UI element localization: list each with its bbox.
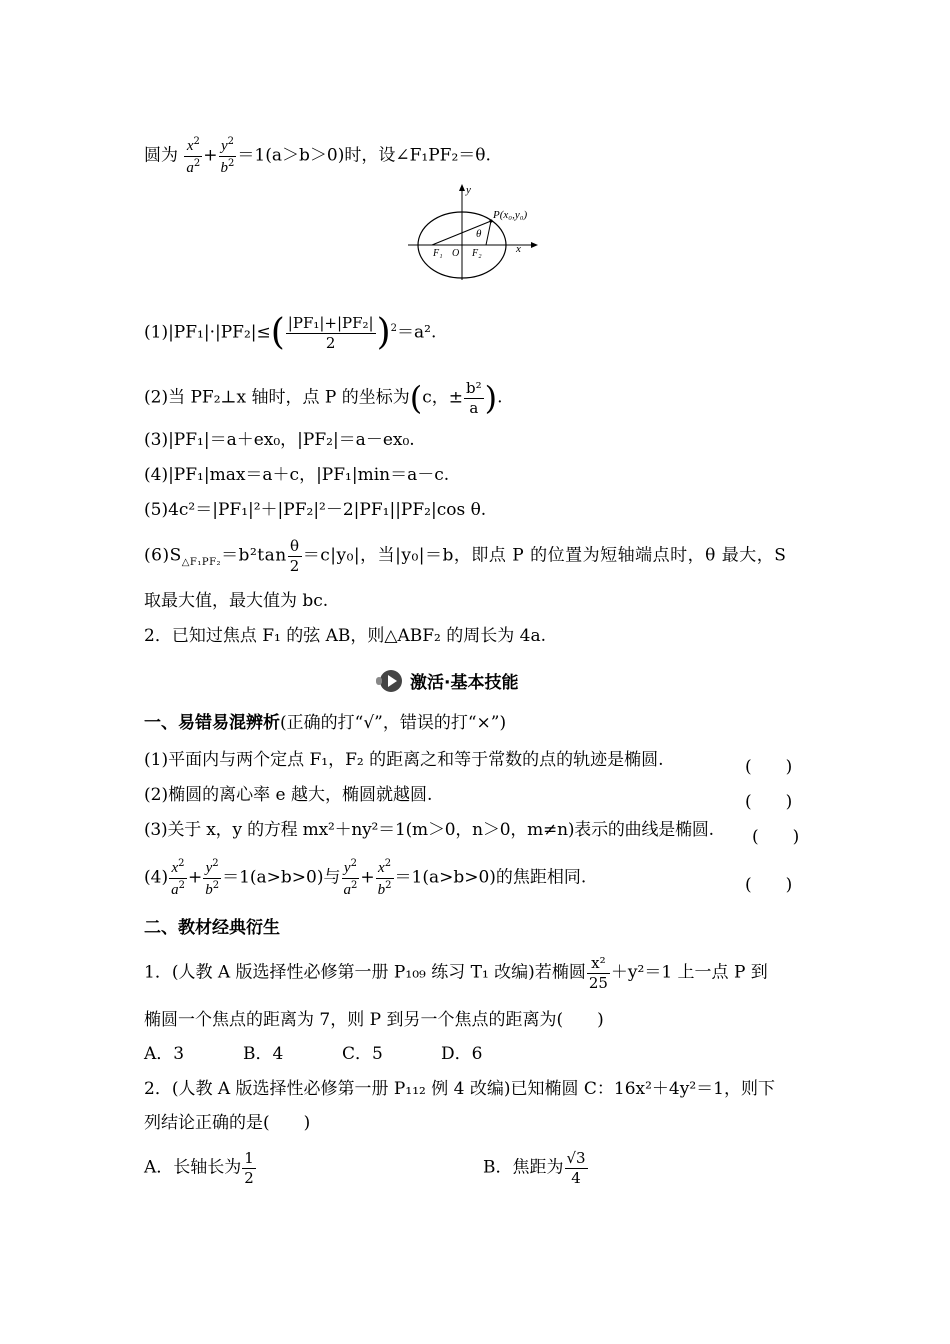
- answer-blank-1[interactable]: ( ): [745, 757, 793, 777]
- option-b-label: B．焦距为: [483, 1157, 564, 1178]
- prop-1: (1)|PF₁|·|PF₂|≤( $\frac{\text{|PF₁|+|PF₂|}}{2}$ )$^2$＝a².: [144, 312, 437, 353]
- exercise-1-line2: 椭圆一个焦点的距离为 7，则 P 到另一个焦点的距离为( ): [144, 1010, 604, 1030]
- intro-cond: a＞b＞0: [271, 145, 338, 166]
- option-a-frac: $\frac{1}{2}$: [244, 1149, 254, 1187]
- section-title: 激活·基本技能: [410, 673, 519, 693]
- prop-1-den: 2: [325, 333, 336, 352]
- prop-6-post: ＝c|y₀|，当|y₀|＝b，即点 P 的位置为短轴端点时，θ 最大，S: [302, 545, 787, 566]
- part1-heading: [144, 715, 506, 732]
- answer-blank-3[interactable]: ( ): [752, 827, 800, 847]
- frac-y2-b2: $\frac{y^2}{b^2}$: [220, 136, 235, 176]
- question-4-mid: ＝1(a>b>0)与: [222, 867, 341, 888]
- o-label: O: [452, 248, 460, 259]
- option-b-frac: $\frac{√3}{4}$: [566, 1149, 586, 1187]
- prop-1-pre: (1)|PF₁|·|PF₂|≤: [144, 322, 271, 343]
- exercise-1-frac: [587, 955, 610, 991]
- prop-6-den: 2: [289, 556, 300, 575]
- prop-1-frac: [286, 315, 376, 351]
- pf2-segment: [486, 221, 491, 245]
- question-3: (3)关于 x，y 的方程 mx²＋ny²＝1(m＞0，n＞0，m≠n)表示的曲线是椭圆.: [144, 820, 714, 840]
- exercise-1-post: ＋y²＝1 上一点 P 到: [610, 962, 768, 983]
- exercise-2-option-a[interactable]: [144, 1150, 257, 1186]
- prop-6-num: θ: [288, 538, 302, 557]
- answer-blank-2[interactable]: ( ): [745, 792, 793, 812]
- question-2: (2)椭圆的离心率 e 越大，椭圆就越圆.: [144, 785, 433, 805]
- prop-6-cont: 取最大值，最大值为 bc.: [144, 591, 329, 611]
- prop-2-frac: [464, 380, 484, 416]
- question-4-post: ＝1(a>b>0)的焦距相同.: [394, 867, 587, 888]
- question-4-pre: (4): [144, 867, 169, 888]
- intro-line: 圆为 $\frac{x^2}{a^2}$ + $\frac{y^2}{b^2}$ ＝1(a＞b＞0)时，设∠F₁PF₂＝θ.: [144, 136, 491, 176]
- prop-2-pre: (2)当 PF₂⊥x 轴时，点 P 的坐标为: [144, 387, 410, 408]
- intro-angle: F₁PF₂＝θ.: [409, 145, 491, 166]
- x-axis-label: x: [516, 243, 521, 255]
- f2-label: F₂: [472, 248, 482, 259]
- prop-6-frac: [288, 538, 302, 574]
- prop-6-sub: △F₁PF₂: [181, 556, 222, 568]
- exercise-1-frac-den: 25: [588, 973, 608, 992]
- prop-6-pre: (6)S: [144, 545, 182, 566]
- prop-2: (2)当 PF₂⊥x 轴时，点 P 的坐标为(c，± $\frac{\text{b²}}{a}$ ).: [144, 379, 503, 417]
- play-icon: [380, 670, 402, 692]
- option-a[interactable]: A．3: [144, 1044, 185, 1064]
- prop-3: (3)|PF₁|＝a＋ex₀，|PF₂|＝a－ex₀.: [144, 430, 415, 450]
- prop-1-num: |PF₁|+|PF₂|: [287, 314, 374, 332]
- item-2: 2．已知过焦点 F₁ 的弦 AB，则△ABF₂ 的周长为 4a.: [144, 626, 547, 646]
- section-heading: [380, 668, 518, 693]
- x-axis-arrow: [531, 242, 538, 248]
- prop-1-post: ＝a².: [397, 322, 437, 343]
- exercise-2-line2: 列结论正确的是( ): [144, 1113, 311, 1133]
- exercise-2-line1: 2．(人教 A 版选择性必修第一册 P₁₁₂ 例 4 改编)已知椭圆 C：16x²＋4y²＝1，则下: [144, 1079, 775, 1099]
- answer-blank-4[interactable]: ( ): [745, 875, 793, 895]
- exercise-2-option-b[interactable]: [483, 1150, 589, 1186]
- part2-heading: 二、教材经典衍生: [144, 918, 280, 938]
- frac-x2-a2: $\frac{x^2}{a^2}$: [186, 136, 201, 176]
- prop-2-post: .: [497, 387, 503, 408]
- question-4: (4) $\frac{x^2}{a^2}$ + $\frac{y^2}{b^2}$ ＝1(a>b>0)与 $\frac{y^2}{a^2}$ + $\frac{x^2}{b^2}$ ＝1(a>b>0)的焦距相同.: [144, 858, 587, 898]
- option-a-label: A．长轴长为: [144, 1157, 242, 1178]
- prop-2-num: b²: [466, 379, 482, 397]
- prop-4: (4)|PF₁|max＝a＋c，|PF₁|min＝a－c.: [144, 465, 450, 485]
- part1-head-rest: (正确的打“√”，错误的打“×”): [280, 713, 507, 733]
- intro-pre: 圆为: [144, 145, 178, 166]
- prop-5: (5)4c²＝|PF₁|²＋|PF₂|²－2|PF₁||PF₂|cos θ.: [144, 500, 487, 520]
- f1-label: F₁: [433, 248, 443, 259]
- exercise-1-frac-num: x²: [587, 955, 610, 974]
- exercise-1-pre: 1．(人教 A 版选择性必修第一册 P₁₀₉ 练习 T₁ 改编)若椭圆: [144, 962, 586, 983]
- intro-post: )时，设∠: [337, 145, 410, 166]
- prop-2-den: a: [469, 398, 479, 417]
- question-1: (1)平面内与两个定点 F₁，F₂ 的距离之和等于常数的点的轨迹是椭圆.: [144, 750, 664, 770]
- ellipse-figure: [400, 180, 550, 285]
- point-p-label: P(x₀,y₀): [493, 209, 528, 221]
- prop-2-c: c，±: [422, 387, 464, 408]
- exercise-1-options: [144, 1046, 540, 1063]
- exercise-1-line1: [144, 955, 768, 991]
- y-axis-arrow: [459, 184, 465, 191]
- intro-eq: ＝1(: [237, 145, 272, 166]
- option-d[interactable]: D．6: [441, 1044, 483, 1064]
- option-c[interactable]: C．5: [342, 1044, 383, 1064]
- option-b[interactable]: B．4: [243, 1044, 284, 1064]
- part1-head-bold: 一、易错易混辨析: [144, 713, 280, 733]
- theta-label: θ: [476, 228, 482, 240]
- prop-6: [144, 538, 786, 574]
- prop-6-mid: ＝b²tan: [221, 545, 287, 566]
- y-axis-label: y: [466, 184, 471, 196]
